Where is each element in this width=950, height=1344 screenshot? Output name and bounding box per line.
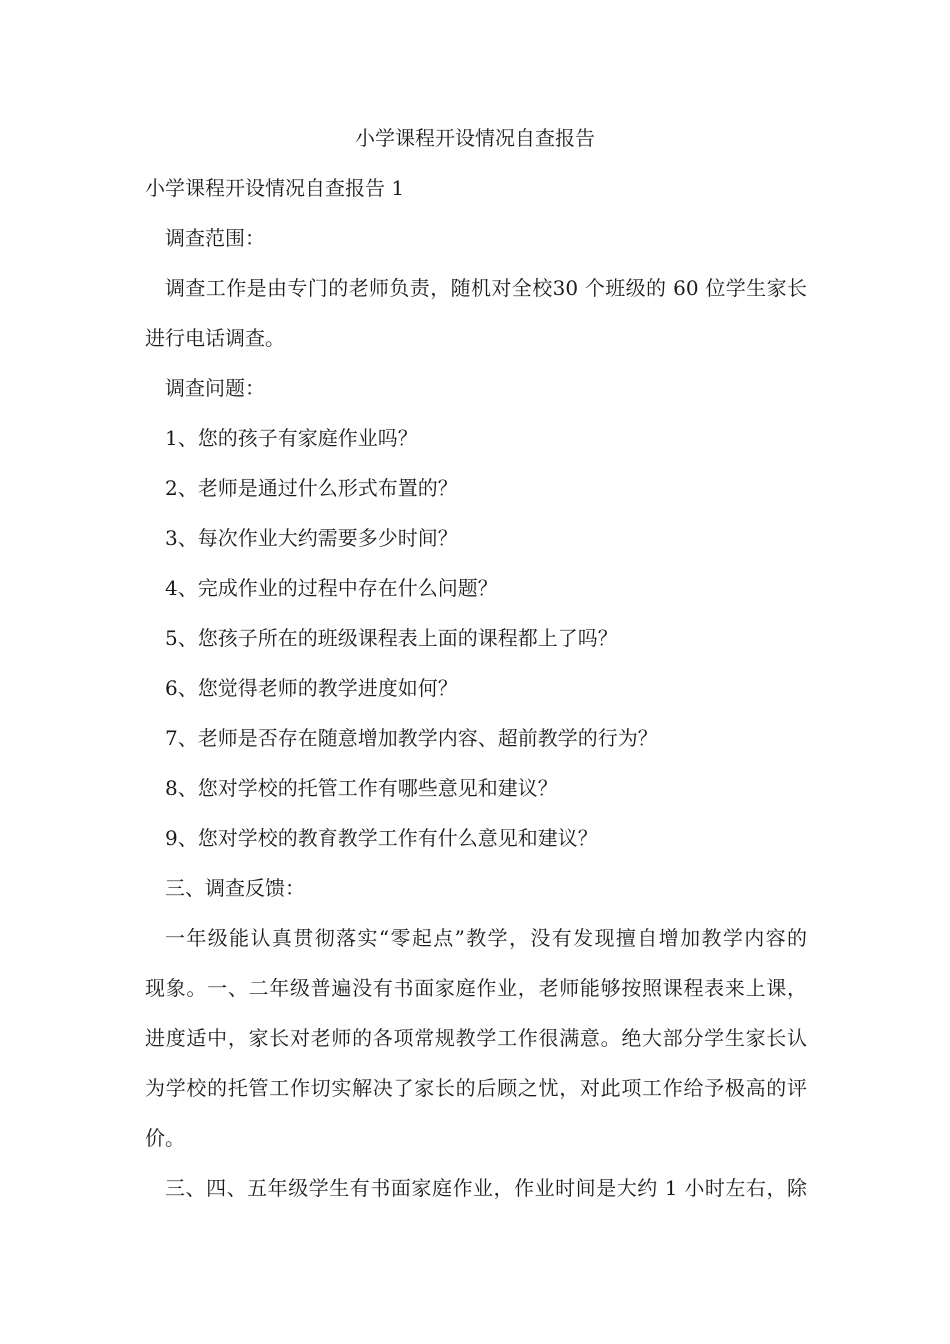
question-item: 1、您的孩子有家庭作业吗？ <box>165 426 418 450</box>
feedback-line: 价。 <box>145 1126 185 1150</box>
question-item: 7、老师是否存在随意增加教学内容、超前教学的行为？ <box>165 726 658 750</box>
feedback-line: 进度适中，家长对老师的各项常规教学工作很满意。绝大部分学生家长认 <box>145 1026 807 1050</box>
report-subtitle: 小学课程开设情况自查报告 1 <box>145 176 405 200</box>
questions-label: 调查问题： <box>165 376 265 400</box>
question-item: 6、您觉得老师的教学进度如何？ <box>165 676 458 700</box>
question-item: 5、您孩子所在的班级课程表上面的课程都上了吗？ <box>165 626 618 650</box>
question-item: 8、您对学校的托管工作有哪些意见和建议？ <box>165 776 558 800</box>
feedback-line: 为学校的托管工作切实解决了家长的后顾之忧，对此项工作给予极高的评 <box>145 1076 807 1100</box>
scope-label: 调查范围： <box>165 226 265 250</box>
question-item: 4、完成作业的过程中存在什么问题？ <box>165 576 498 600</box>
question-item: 3、每次作业大约需要多少时间？ <box>165 526 458 550</box>
question-item: 9、您对学校的教育教学工作有什么意见和建议？ <box>165 826 598 850</box>
grade-345-paragraph-line: 三、四、五年级学生有书面家庭作业，作业时间是大约 1 小时左右，除 <box>165 1176 807 1200</box>
feedback-label: 三、调查反馈： <box>165 876 305 900</box>
question-item: 2、老师是通过什么形式布置的？ <box>165 476 458 500</box>
scope-text-line-1: 调查工作是由专门的老师负责，随机对全校30 个班级的 60 位学生家长 <box>165 276 807 300</box>
scope-text-line-2: 进行电话调查。 <box>145 326 285 350</box>
feedback-line: 一年级能认真贯彻落实“零起点”教学，没有发现擅自增加教学内容的 <box>165 926 807 950</box>
feedback-line: 现象。一、二年级普遍没有书面家庭作业，老师能够按照课程表来上课， <box>145 976 807 1000</box>
document-title: 小学课程开设情况自查报告 <box>355 126 595 150</box>
